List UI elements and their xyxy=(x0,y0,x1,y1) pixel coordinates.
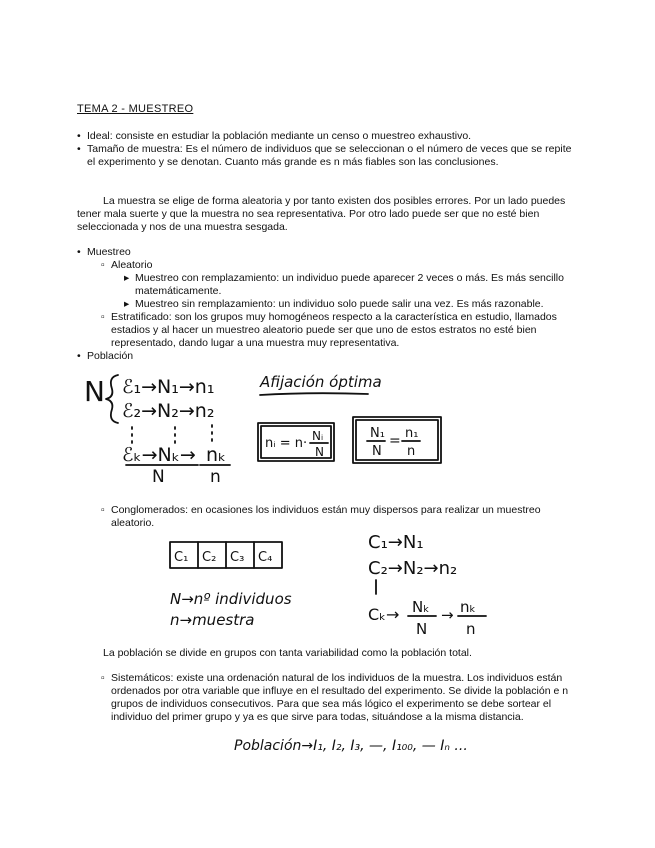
bullet-muestreo xyxy=(77,246,131,259)
bullet-tamano xyxy=(77,143,572,169)
hw-box1-den: N xyxy=(315,445,324,459)
paragraph-errores: La muestra se elige de forma aleatoria y por tanto existen dos posibles errores. Por un lado puedes tener mala suerte y que la muestra no sea representativa. Por otro lado puede ser que no esté bien seleccionada y nos de una muestra sesgada. xyxy=(77,195,566,233)
poblacion-label: Población xyxy=(87,350,134,362)
bullet-estratificado xyxy=(101,311,573,350)
bullet-ideal-text: Ideal: consiste en estudiar la población mediante un censo o muestreo exhaustivo. xyxy=(87,130,472,142)
bullet-square: ▫ xyxy=(101,259,105,271)
hw-poblacion-secuencia: Población→I₁, I₂, I₃, —, I₁₀₀, — Iₙ ... xyxy=(234,738,468,754)
hw-brace xyxy=(106,375,118,423)
hw-N-under: N xyxy=(152,467,165,487)
page-title: TEMA 2 - MUESTREO xyxy=(77,103,194,115)
bullet-arrow: ▸ xyxy=(124,298,130,310)
hw-rk-den2: n xyxy=(466,620,476,638)
bullet-conglomerados xyxy=(101,504,573,530)
hw-box2-num2: n₁ xyxy=(405,426,419,441)
aleatorio-label: Aleatorio xyxy=(111,259,153,271)
hw-box2-eq: = xyxy=(389,433,401,449)
bullet-dot: • xyxy=(77,350,81,362)
handwritten-conglomerados xyxy=(160,528,500,640)
handwritten-estratos xyxy=(80,365,580,490)
sistematicos-text: Sistemáticos: existe una ordenación natural de los individuos de la muestra. Los individuos están ordenados por otra variable que influye en el resultado del experimento. Se divide la población e n grupos de individuos consecutivos. Para que sea más lógico el experimento se debe sortear el individuo del primer grupo y ya es que sirve para todas, situándose a la misma distancia. xyxy=(111,672,569,723)
bullet-square: ▫ xyxy=(101,504,105,516)
bullet-dot: • xyxy=(77,130,81,142)
hw-line-muestra: n→muestra xyxy=(170,611,255,629)
bullet-con-remplazamiento xyxy=(124,272,565,298)
bullet-sistematicos xyxy=(101,672,573,724)
hw-rk-den1: N xyxy=(416,620,428,638)
hw-line-individuos: N→nº individuos xyxy=(170,590,292,608)
bullet-poblacion xyxy=(77,350,134,363)
paragraph-variabilidad: La población se divide en grupos con tanta variabilidad como la población total. xyxy=(103,647,472,659)
sin-remplazamiento-text: Muestreo sin remplazamiento: un individuo solo puede salir una vez. Es más razonable. xyxy=(135,298,544,310)
hw-rowk: ℰₖ→Nₖ→ xyxy=(122,444,196,466)
hw-row2: ℰ₂→N₂→n₂ xyxy=(122,400,215,422)
bullet-sin-remplazamiento xyxy=(124,298,575,311)
hw-box1-lhs: nᵢ = n· xyxy=(265,436,308,451)
bullet-tamano-text: Tamaño de muestra: Es el número de individuos que se seleccionan o el número de veces que se repite el experimento y se denotan. Cuanto más grande es n más fiables son las conclusiones. xyxy=(87,143,572,168)
hw-cell-2: C₂ xyxy=(202,550,217,565)
hw-afijacion: Afijación óptima xyxy=(260,373,382,391)
con-remplazamiento-text: Muestreo con remplazamiento: un individuo puede aparecer 2 veces o más. Es más sencillo matemáticamente. xyxy=(135,272,564,297)
bullet-dot: • xyxy=(77,143,81,155)
hw-rowk-nk: nₖ xyxy=(206,444,227,466)
handwritten-poblacion-secuencia xyxy=(230,732,490,758)
hw-box2-den1: N xyxy=(372,444,382,459)
hw-cell-3: C₃ xyxy=(230,550,245,565)
hw-cell-4: C₄ xyxy=(258,550,273,565)
bullet-arrow: ▸ xyxy=(124,272,130,284)
conglomerados-text: Conglomerados: en ocasiones los individuos están muy dispersos para realizar un muestreo aleatorio. xyxy=(111,504,541,529)
hw-rk-num2: nₖ xyxy=(460,598,476,616)
hw-n-under: n xyxy=(210,467,221,487)
bullet-square: ▫ xyxy=(101,311,105,323)
muestreo-label: Muestreo xyxy=(87,246,131,258)
hw-r1: C₁→N₁ xyxy=(368,532,424,553)
hw-box2-num1: N₁ xyxy=(370,426,385,441)
hw-box1-num: Nᵢ xyxy=(312,429,324,443)
bullet-dot: • xyxy=(77,246,81,258)
hw-row1: ℰ₁→N₁→n₁ xyxy=(122,376,215,398)
hw-rk-num1: Nₖ xyxy=(412,598,430,616)
hw-dots xyxy=(132,425,212,445)
bullet-aleatorio xyxy=(101,259,153,272)
bullet-square: ▫ xyxy=(101,672,105,684)
bullet-ideal xyxy=(77,130,587,143)
hw-N: N xyxy=(84,375,105,408)
hw-underline xyxy=(260,393,368,395)
estratificado-text: Estratificado: son los grupos muy homogéneos respecto a la característica en estudio, llamados estadios y al hacer un muestreo aleatorio puede ser que uno de estos estratos no esté bien representado, dando lugar a una muestra muy representativa. xyxy=(111,311,557,349)
hw-rk-arrow: → xyxy=(441,606,454,624)
hw-cell-1: C₁ xyxy=(174,550,189,565)
hw-r2: C₂→N₂→n₂ xyxy=(368,558,458,579)
hw-rk: Cₖ→ xyxy=(368,605,400,624)
hw-box2-den2: n xyxy=(407,444,416,459)
